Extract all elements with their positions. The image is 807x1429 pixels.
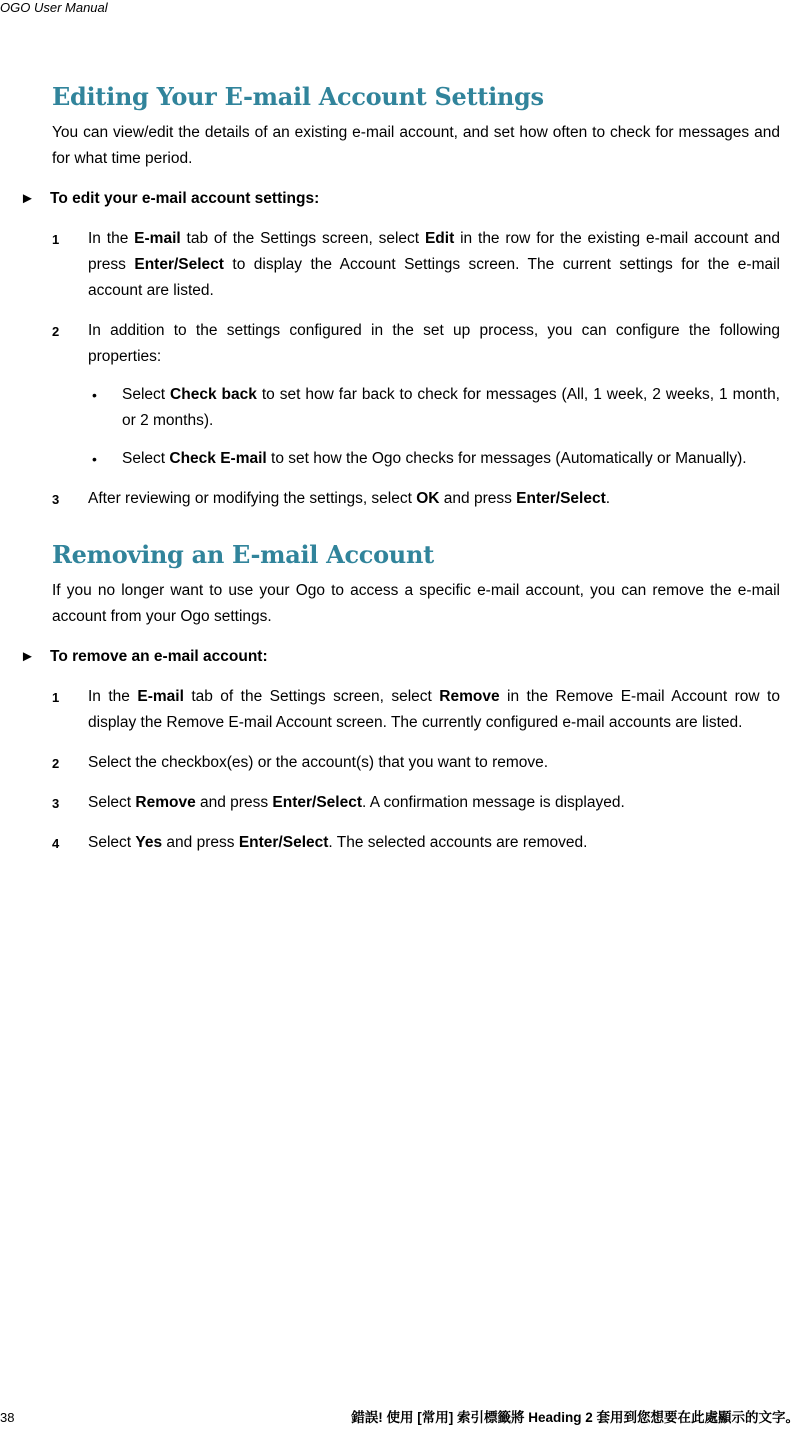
bullet-text: Select <box>122 450 170 467</box>
ui-term: OK <box>416 490 440 507</box>
step-item <box>52 750 780 776</box>
step-number: 1 <box>52 690 60 705</box>
arrow-right-icon: ► <box>20 190 35 207</box>
bullet-text: to set how far back to check for messages (All, 1 week, 2 weeks, 1 month, or 2 months). <box>122 386 780 429</box>
step-text: In the <box>88 688 138 705</box>
step-text: and press <box>195 794 273 811</box>
ui-term: Remove <box>439 688 500 705</box>
step-text: Select <box>88 794 136 811</box>
section-intro: You can view/edit the details of an existing e-mail account, and set how often to check for messages and for what time period. <box>52 124 780 167</box>
step-text: tab of the Settings screen, select <box>183 688 440 705</box>
ui-term: Enter/Select <box>516 490 606 507</box>
step-text: Select the checkbox(es) or the account(s) that you want to remove. <box>88 754 549 771</box>
ui-term: Check back <box>170 386 257 403</box>
section-heading-removing: Removing an E-mail Account <box>52 540 434 569</box>
step-item <box>52 830 780 856</box>
bullet-list <box>88 382 780 472</box>
bullet-text: Select <box>122 386 171 403</box>
step-number: 3 <box>52 796 60 811</box>
ui-term: E-mail <box>137 688 184 705</box>
step-number: 2 <box>52 756 60 771</box>
step-text: tab of the Settings screen, select <box>180 230 425 247</box>
step-item <box>52 486 780 512</box>
step-text: Select <box>88 834 136 851</box>
procedure-title-text: To remove an e-mail account: <box>50 648 268 665</box>
footer-error-message: 錯誤! 使用 [常用] 索引標籤將 Heading 2 套用到您想要在此處顯示的文字。 <box>351 1410 799 1425</box>
ui-term: Enter/Select <box>238 834 329 851</box>
bullet-item <box>92 382 780 434</box>
arrow-right-icon: ► <box>20 648 35 665</box>
procedure-title <box>20 186 780 212</box>
section-heading-editing: Editing Your E-mail Account Settings <box>52 82 544 111</box>
bullet-icon: • <box>92 451 97 467</box>
step-text: . <box>605 490 611 507</box>
ui-term: Enter/Select <box>134 256 224 273</box>
bullet-text: to set how the Ogo checks for messages (Automatically or Manually). <box>266 450 747 467</box>
running-header: OGO User Manual <box>0 0 108 15</box>
section-removing <box>20 538 780 856</box>
step-item <box>52 790 780 816</box>
step-item <box>52 684 780 736</box>
step-text: in the Remove E-mail Account row to display the Remove E-mail Account screen. The currently configured e-mail accounts are listed. <box>88 688 780 731</box>
ui-term: Check E-mail <box>169 450 267 467</box>
step-text: . A confirmation message is displayed. <box>362 794 625 811</box>
ui-term: Enter/Select <box>272 794 362 811</box>
page-content <box>20 80 780 856</box>
step-item <box>52 226 780 304</box>
bullet-item <box>92 446 780 472</box>
bullet-icon: • <box>92 387 97 403</box>
ui-term: E-mail <box>134 230 181 247</box>
procedure-title <box>20 644 780 670</box>
step-item <box>52 318 780 370</box>
step-number: 4 <box>52 836 60 851</box>
section-intro: If you no longer want to use your Ogo to access a specific e-mail account, you can remove the e-mail account from your Ogo settings. <box>52 582 780 625</box>
ui-term: Yes <box>135 834 163 851</box>
step-text: to display the Account Settings screen. The current settings for the e-mail account are listed. <box>88 256 780 299</box>
step-text: . The selected accounts are removed. <box>328 834 588 851</box>
step-text: in the row for the existing e-mail account and press <box>88 230 780 273</box>
step-text: and press <box>162 834 239 851</box>
step-text: After reviewing or modifying the settings, select <box>88 490 417 507</box>
ui-term: Edit <box>424 230 455 247</box>
procedure-title-text: To edit your e-mail account settings: <box>50 190 320 207</box>
step-number: 3 <box>52 492 60 507</box>
page-number: 38 <box>0 1410 15 1425</box>
ui-term: Remove <box>135 794 196 811</box>
step-number: 1 <box>52 232 60 247</box>
step-number: 2 <box>52 324 60 339</box>
step-text: In the <box>88 230 135 247</box>
step-text: and press <box>439 490 517 507</box>
step-text: In addition to the settings configured in the set up process, you can configure the following properties: <box>88 322 780 365</box>
